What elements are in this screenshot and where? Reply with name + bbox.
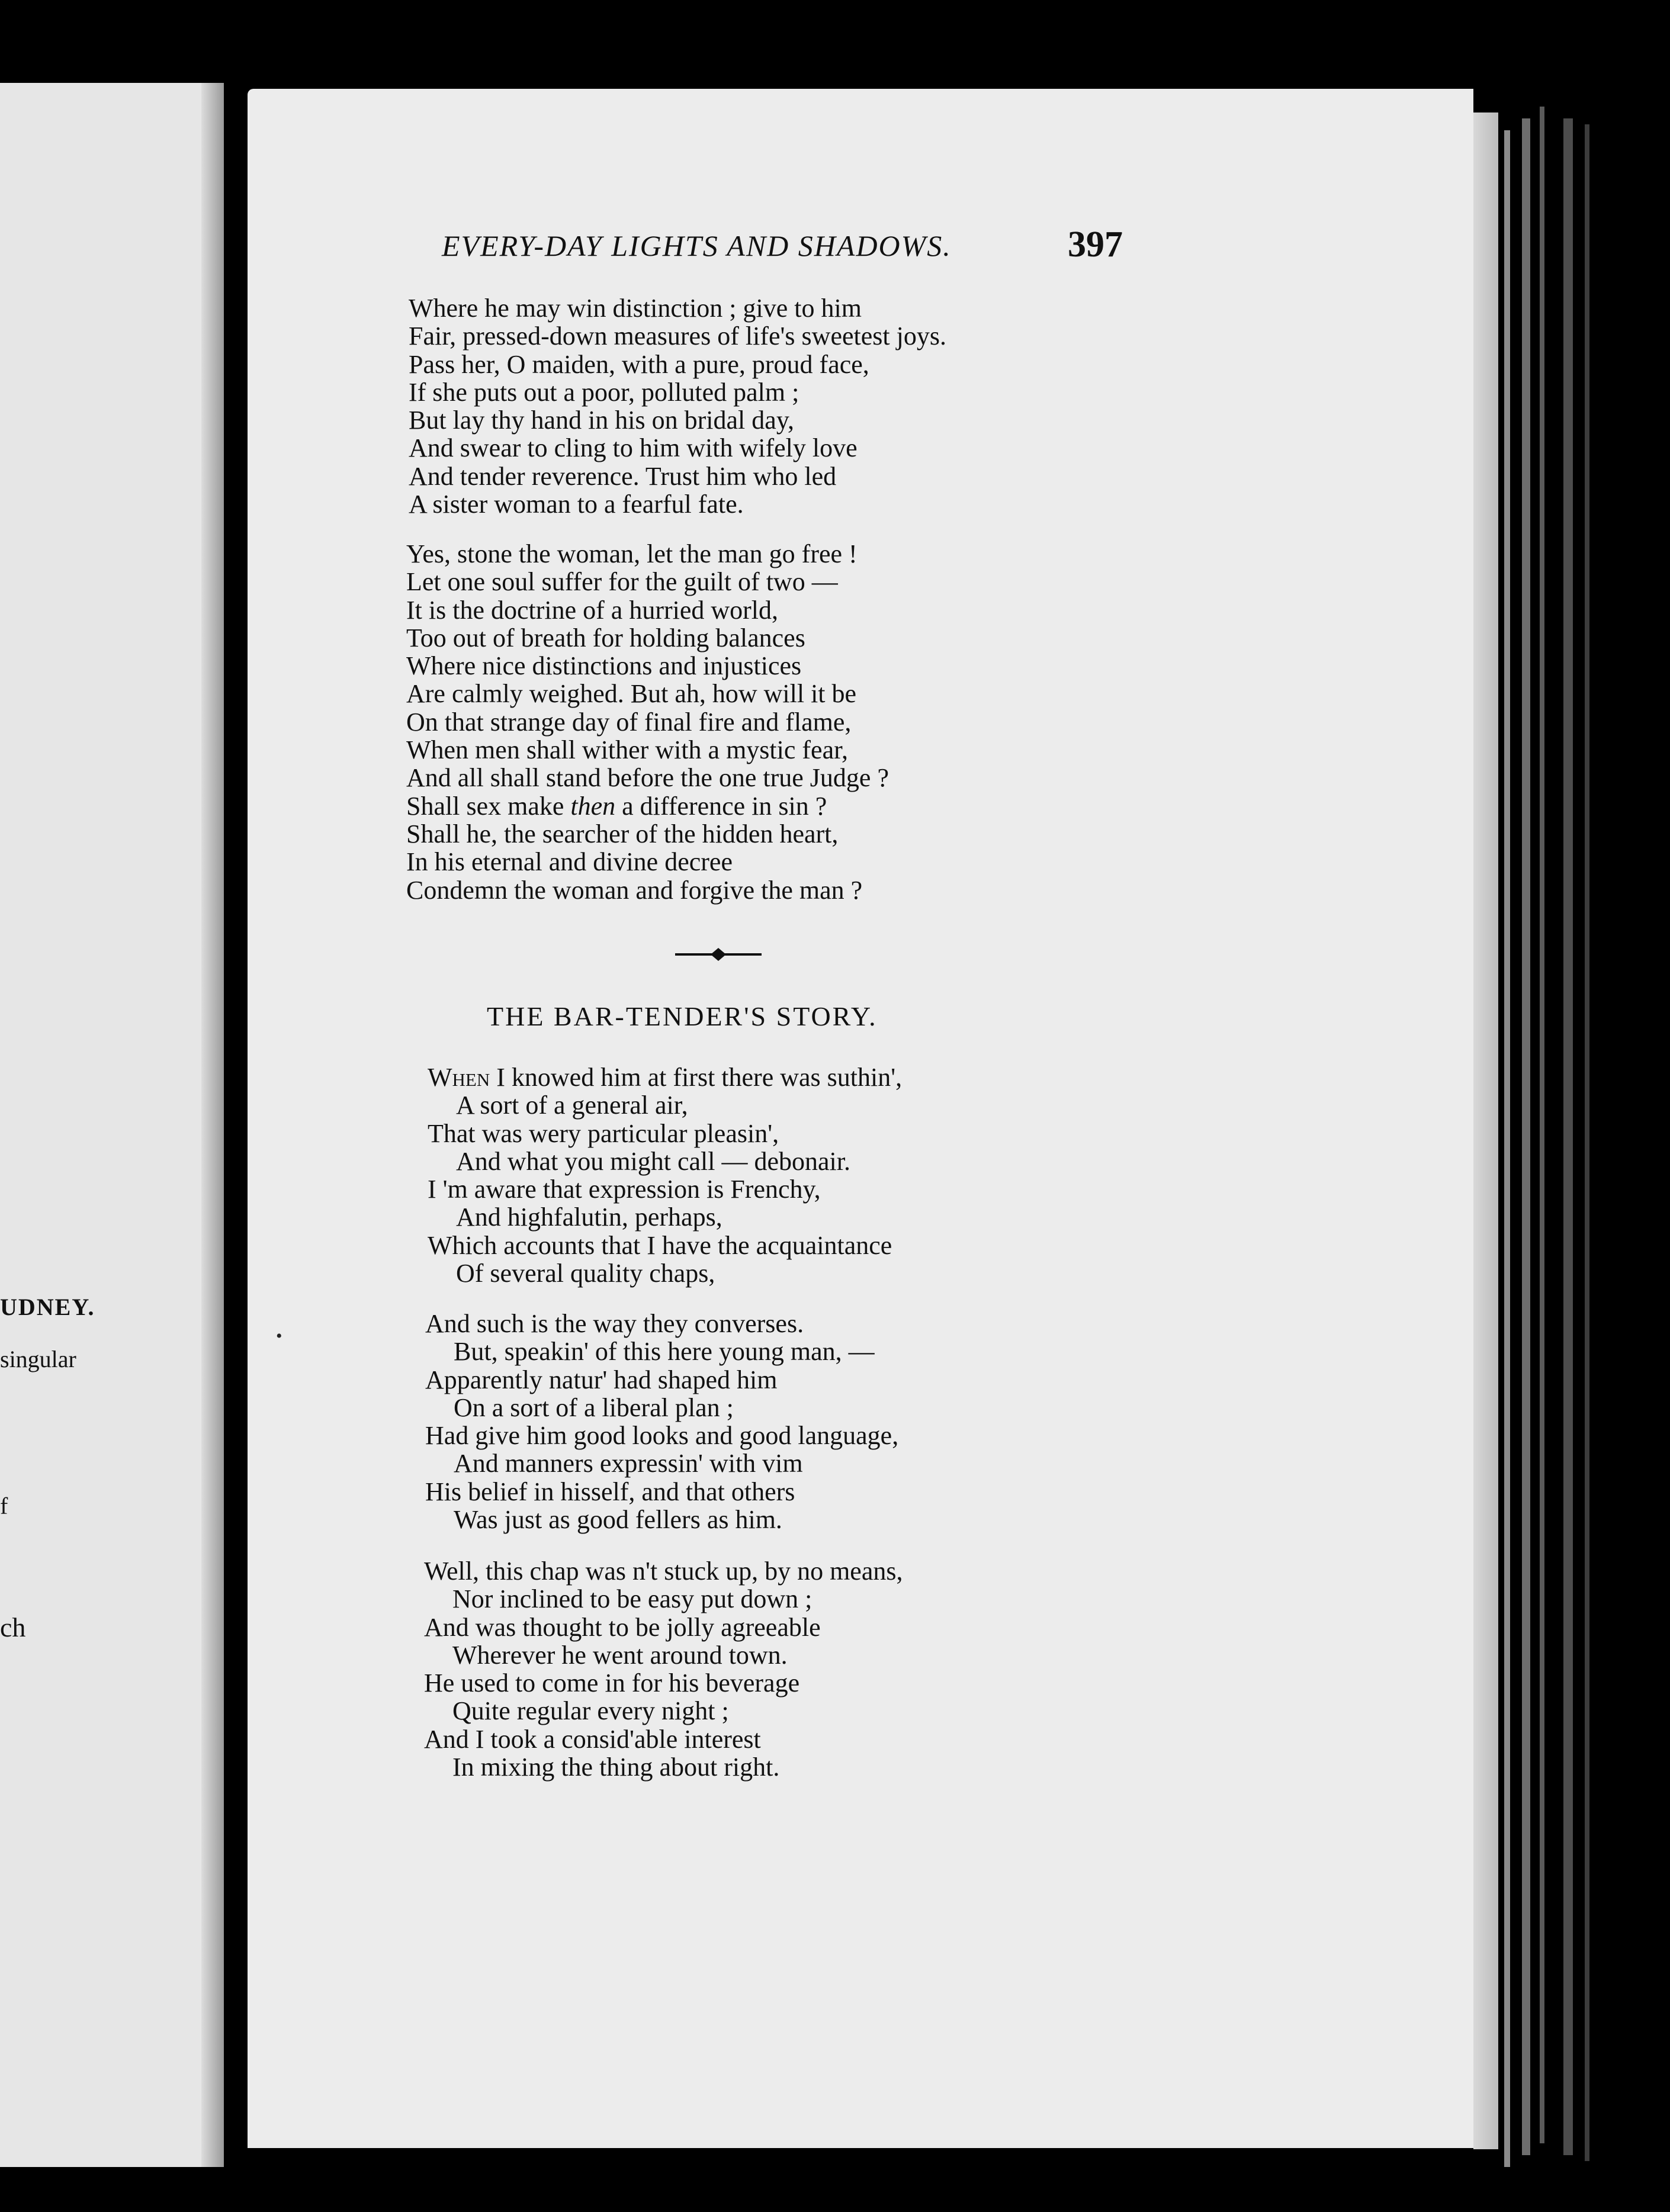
poem-line: And I took a consid'able interest [424, 1724, 761, 1754]
poem-line: A sort of a general air, [456, 1091, 688, 1120]
poem-line: Let one soul suffer for the guilt of two — [406, 567, 838, 597]
poem-line: Pass her, O maiden, with a pure, proud face, [409, 349, 869, 379]
line-text: Shall sex make [406, 791, 571, 821]
poem-stanza [428, 1063, 902, 1287]
poem-line: But lay thy hand in his on bridal day, [409, 406, 794, 435]
running-head [442, 224, 1123, 270]
left-fragment: singular [0, 1346, 76, 1372]
poem-line: His belief in hisself, and that others [425, 1477, 795, 1506]
poem-line [428, 1063, 902, 1091]
poem-line: Had give him good looks and good language, [425, 1421, 899, 1451]
poem-line: And highfalutin, perhaps, [456, 1203, 722, 1232]
poem-line: But, speakin' of this here young man, — [454, 1337, 875, 1367]
poem-stanza [425, 1310, 898, 1533]
poem-line: Well, this chap was n't stuck up, by no means, [424, 1557, 903, 1586]
poem-line: And all shall stand before the one true Judge ? [406, 763, 889, 793]
poem-line: Of several quality chaps, [456, 1259, 715, 1288]
poem-stanza [424, 1557, 903, 1781]
poem-line: Where nice distinctions and injustices [406, 651, 802, 681]
poem-line: Wherever he went around town. [452, 1640, 788, 1670]
poem-line: And swear to cling to him with wifely love [409, 433, 858, 463]
page-edge [1473, 112, 1498, 2149]
page-edge [1504, 130, 1510, 2167]
poem-line: That was wery particular pleasin', [428, 1118, 779, 1148]
page-edge [1522, 118, 1530, 2155]
poem-line: Too out of breath for holding balances [406, 623, 805, 652]
poem-line: Where he may win distinction ; give to him [409, 294, 862, 323]
poem-line: On a sort of a liberal plan ; [454, 1393, 734, 1422]
poem-line: In his eternal and divine decree [406, 847, 733, 877]
line-text: a difference in sin ? [615, 791, 827, 821]
poem-line: He used to come in for his beverage [424, 1668, 800, 1698]
page-number: 397 [1068, 224, 1123, 265]
poem-line: And such is the way they converses. [425, 1309, 804, 1338]
poem-line: It is the doctrine of a hurried world, [406, 595, 779, 625]
left-fragment: UDNEY. [0, 1294, 95, 1320]
poem-line: Which accounts that I have the acquaintance [428, 1230, 892, 1260]
page-edge [1585, 124, 1589, 2161]
poem-line: Nor inclined to be easy put down ; [452, 1584, 812, 1614]
poem-line: On that strange day of final fire and flame, [406, 707, 852, 737]
poem-line: Apparently natur' had shaped him [425, 1365, 778, 1394]
page-edge [1540, 107, 1544, 2143]
poem-line: I 'm aware that expression is Frenchy, [428, 1175, 821, 1204]
left-page [0, 83, 224, 2167]
poem-line: And tender reverence. Trust him who led [409, 461, 837, 491]
poem-line: Was just as good fellers as him. [454, 1505, 782, 1535]
poem-line: Are calmly weighed. But ah, how will it be [406, 679, 857, 709]
poem-line: In mixing the thing about right. [452, 1753, 780, 1782]
poem-line: Condemn the woman and forgive the man ? [406, 875, 863, 905]
poem-line: If she puts out a poor, polluted palm ; [409, 377, 799, 407]
italic-word: then [570, 791, 616, 821]
poem-line: And was thought to be jolly agreeable [424, 1612, 821, 1642]
poem-title: THE BAR-TENDER'S STORY. [487, 1001, 878, 1031]
poem-line: A sister woman to a fearful fate. [409, 490, 744, 519]
poem-line: Quite regular every night ; [452, 1696, 729, 1726]
running-head-title: EVERY-DAY LIGHTS AND SHADOWS. [442, 229, 952, 262]
poem-line [406, 792, 889, 820]
poem-line: Fair, pressed-down measures of life's sweetest joys. [409, 321, 946, 351]
poem-line: Shall he, the searcher of the hidden heart, [406, 819, 839, 848]
poem-line: Yes, stone the woman, let the man go free ! [406, 539, 858, 568]
poem-line: And what you might call — debonair. [456, 1146, 850, 1176]
left-fragment: f [0, 1493, 8, 1519]
poem-stanza [409, 294, 946, 518]
left-page-gutter [201, 83, 224, 2167]
ornament-divider [674, 946, 763, 963]
page-edge [1563, 118, 1573, 2155]
left-fragment: ch [0, 1612, 26, 1642]
poem-line: When men shall wither with a mystic fear, [406, 735, 849, 765]
line-text: I knowed him at first there was suthin', [490, 1063, 903, 1092]
ink-speck: • [276, 1326, 282, 1346]
opening-word: When [428, 1063, 490, 1092]
poem-stanza [406, 540, 889, 904]
poem-line: And manners expressin' with vim [454, 1449, 803, 1478]
